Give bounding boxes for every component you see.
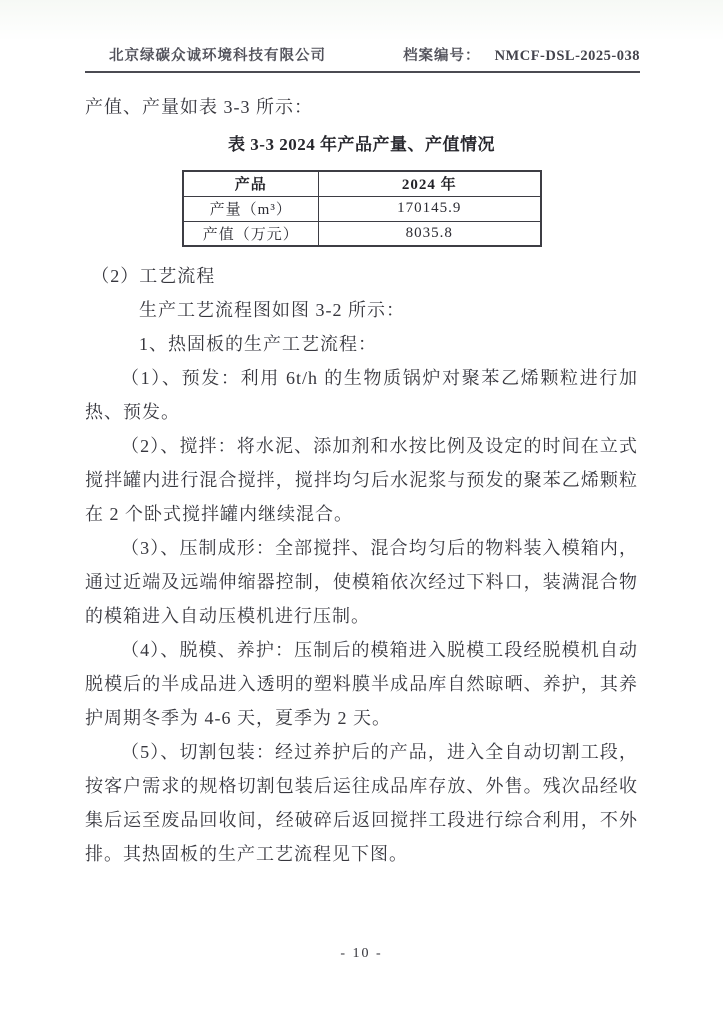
page-footer	[0, 946, 723, 962]
archive-number: NMCF-DSL-2025-038	[494, 48, 640, 64]
row-value-label: 产值（万元）	[183, 221, 319, 246]
table-row	[183, 221, 541, 246]
paragraph: （5）、切割包装：经过养护后的产品，进入全自动切割工段，按客户需求的规格切割包装后运往成品库存放、外售。残次品经收集后运至废品回收间，经破碎后返回搅拌工段进行综合利用，不外排。其热固板的生产工艺流程见下图。	[85, 742, 638, 864]
paragraph: 1、热固板的生产工艺流程：	[139, 334, 377, 354]
table-row	[183, 196, 541, 221]
paragraph: （3）、压制成形：全部搅拌、混合均匀后的物料装入模箱内，通过近端及远端伸缩器控制，使模箱依次经过下料口，装满混合物的模箱进入自动压模机进行压制。	[85, 538, 638, 626]
intro-text: 产值、产量如表 3-3 所示：	[85, 97, 313, 117]
row-output-value: 170145.9	[319, 196, 541, 221]
archive-label: 档案编号：	[403, 48, 481, 64]
table-col-product: 产品	[183, 171, 319, 196]
paragraph: 生产工艺流程图如图 3-2 所示：	[139, 300, 405, 320]
table-header-row	[183, 171, 541, 196]
page-number: - 10 -	[340, 946, 383, 961]
section-heading: （2）工艺流程	[91, 266, 216, 286]
archive-info	[403, 44, 640, 65]
row-value-value: 8035.8	[319, 221, 541, 246]
table-col-year: 2024 年	[319, 171, 541, 196]
paragraph: （4）、脱模、养护：压制后的模箱进入脱模工段经脱模机自动脱模后的半成品进入透明的塑料膜半成品库自然晾晒、养护，其养护周期冬季为 4-6 天，夏季为 2 天。	[85, 640, 638, 728]
paragraph: （1）、预发：利用 6t/h 的生物质锅炉对聚苯乙烯颗粒进行加热、预发。	[85, 368, 638, 422]
production-table	[182, 170, 542, 247]
table-title: 表 3-3 2024 年产品产量、产值情况	[228, 135, 495, 154]
document-body	[85, 90, 638, 871]
page-header	[85, 44, 640, 73]
company-name: 北京绿碳众诚环境科技有限公司	[109, 48, 326, 64]
row-output-label: 产量（m³）	[183, 196, 319, 221]
paragraph: （2）、搅拌：将水泥、添加剂和水按比例及设定的时间在立式搅拌罐内进行混合搅拌，搅拌均匀后水泥浆与预发的聚苯乙烯颗粒在 2 个卧式搅拌罐内继续混合。	[85, 436, 638, 524]
